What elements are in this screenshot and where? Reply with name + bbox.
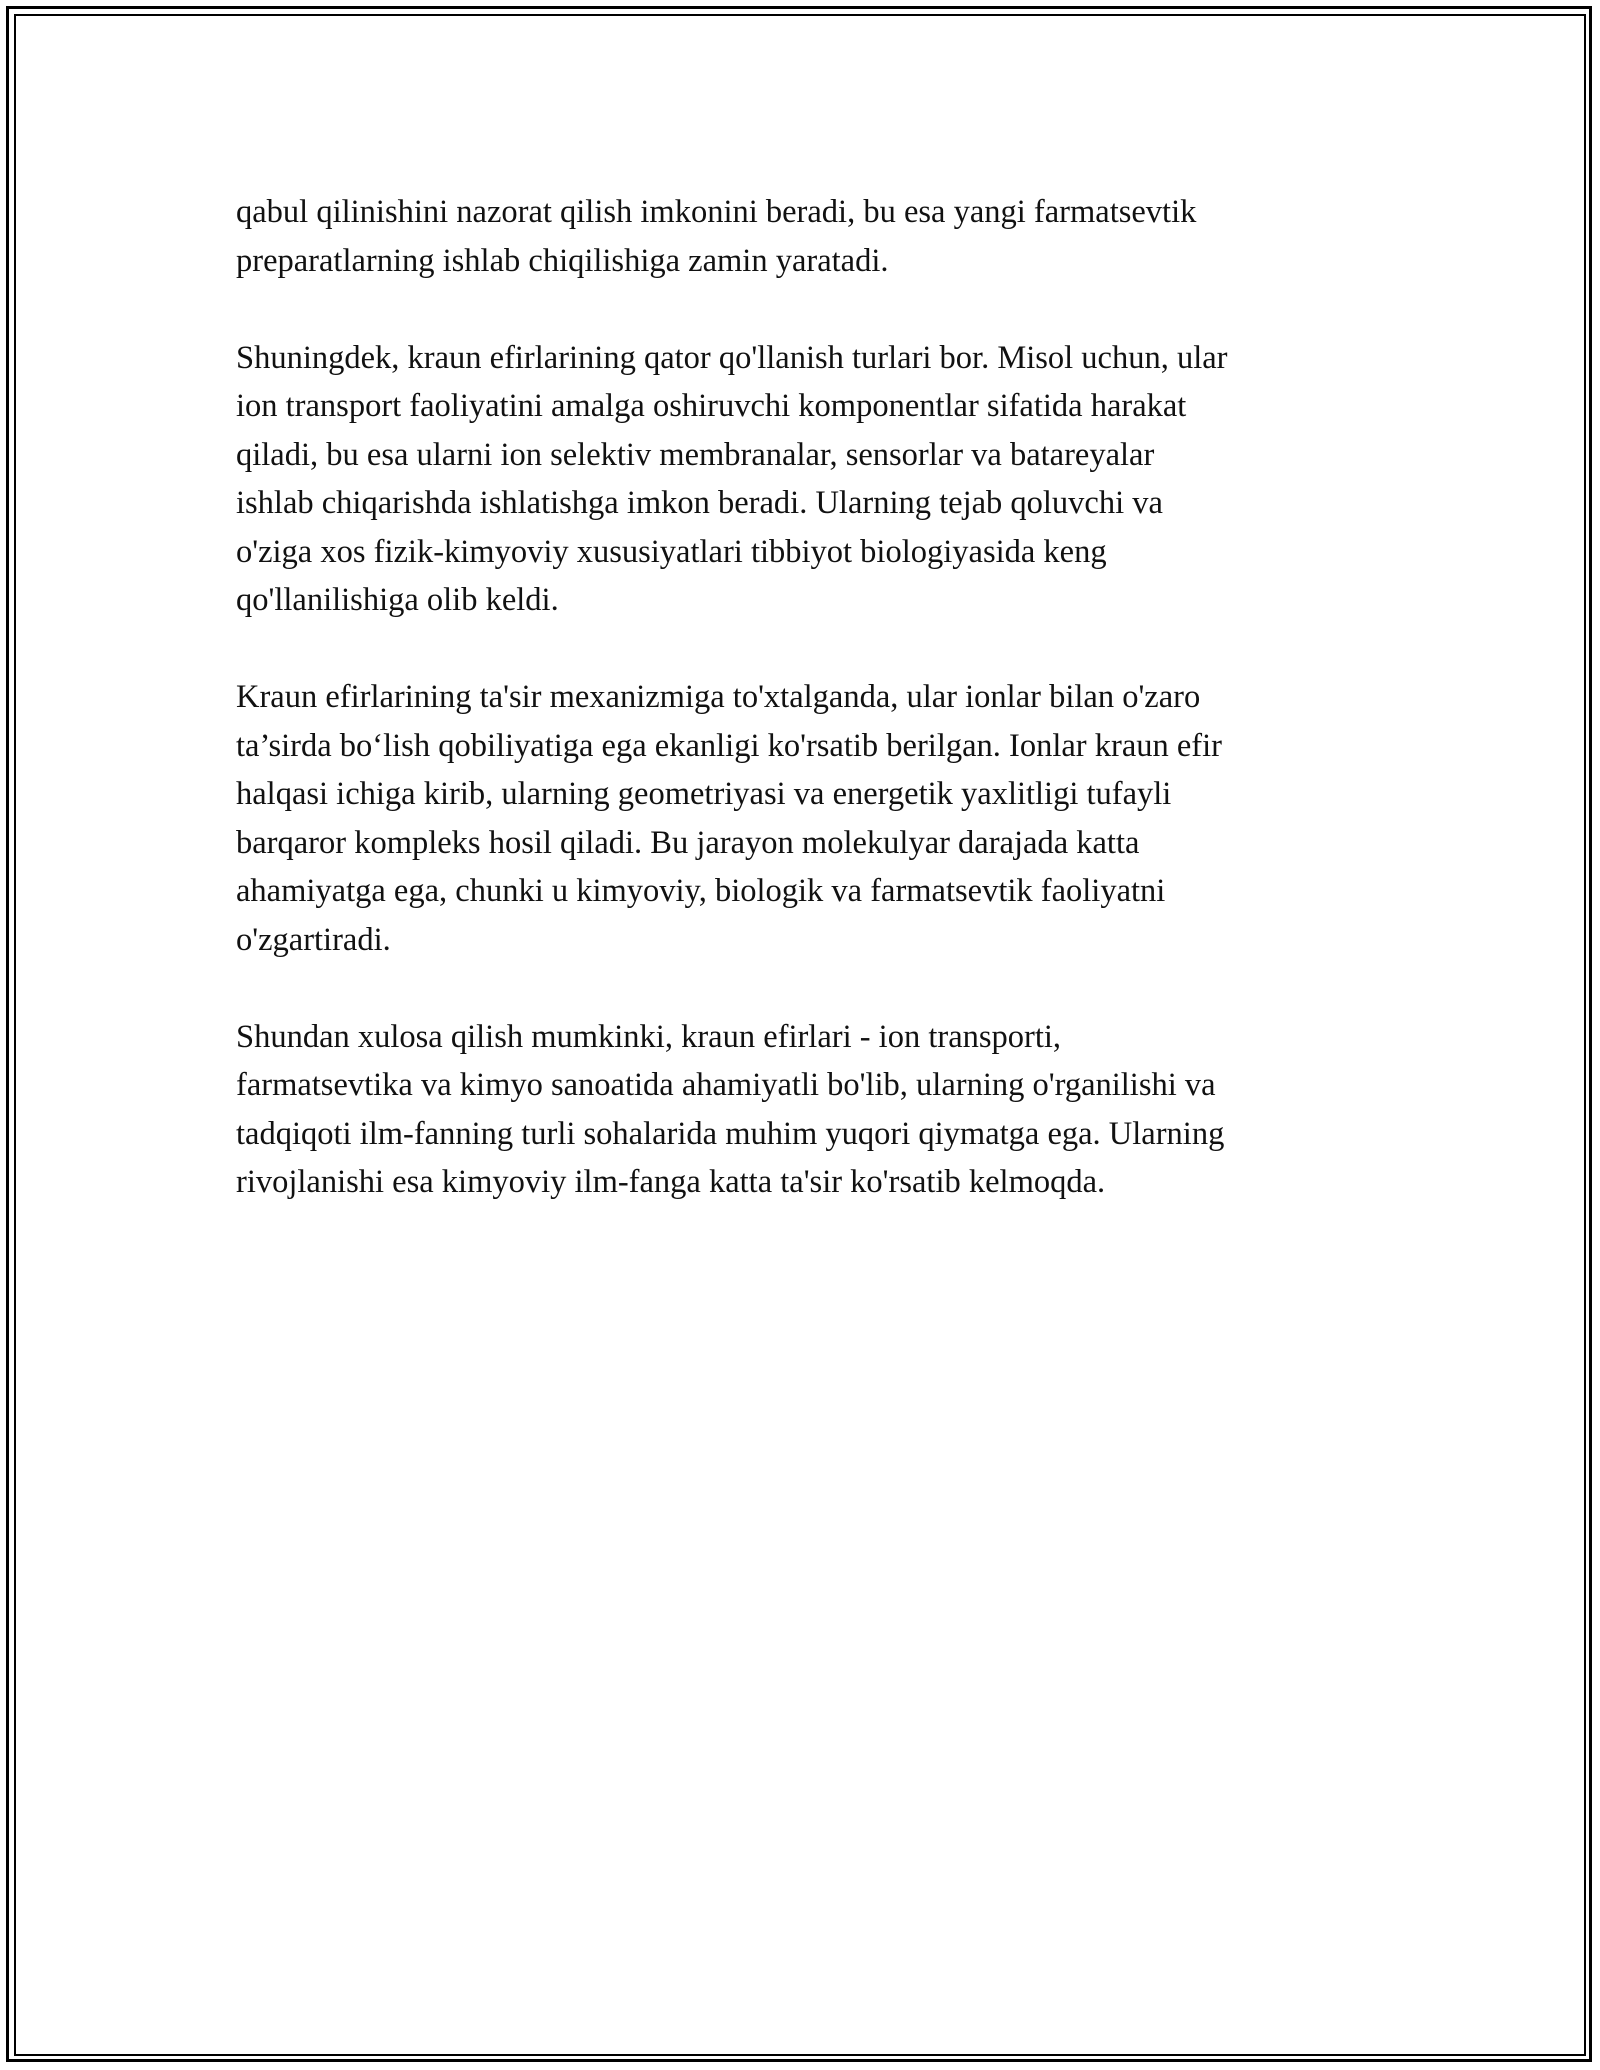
text-line: o'ziga xos fizik-kimyoviy xususiyatlari tibbiyot biologiyasida keng <box>236 533 1107 570</box>
text-line: ahamiyatga ega, chunki u kimyoviy, biologik va farmatsevtik faoliyatni <box>236 873 1166 909</box>
text-line: Kraun efirlarining ta'sir mexanizmiga to'xtalganda, ular ionlar bilan o'zaro <box>236 679 1201 715</box>
text-line: Shuningdek, kraun efirlarining qator qo'llanish turlari bor. Misol uchun, ular <box>236 339 1228 376</box>
paragraph-2 <box>236 334 1366 625</box>
text-line: qo'llanilishiga olib keldi. <box>236 582 559 618</box>
text-line: farmatsevtika va kimyo sanoatida ahamiyatli bo'lib, ularning o'rganilishi va <box>236 1067 1216 1103</box>
text-line: qiladi, bu esa ularni ion selektiv membranalar, sensorlar va batareyalar <box>236 436 1155 473</box>
text-line: tadqiqoti ilm-fanning turli sohalarida muhim yuqori qiymatga ega. Ularning <box>236 1115 1225 1152</box>
text-line: barqaror kompleks hosil qiladi. Bu jarayon molekulyar darajada katta <box>236 824 1140 861</box>
paragraph-1 <box>236 188 1366 285</box>
text-line: ishlab chiqarishda ishlatishga imkon beradi. Ularning tejab qoluvchi va <box>236 485 1163 521</box>
document-body <box>236 188 1366 1255</box>
text-line: o'zgartiradi. <box>236 921 391 958</box>
text-line: preparatlarning ishlab chiqilishiga zamin yaratadi. <box>236 242 889 279</box>
text-line: rivojlanishi esa kimyoviy ilm-fanga katta ta'sir ko'rsatib kelmoqda. <box>236 1164 1106 1200</box>
text-line: ion transport faoliyatini amalga oshiruvchi komponentlar sifatida harakat <box>236 388 1187 424</box>
text-line: ta’sirda bo‘lish qobiliyatiga ega ekanligi ko'rsatib berilgan. Ionlar kraun efir <box>236 727 1222 764</box>
text-line: halqasi ichiga kirib, ularning geometriyasi va energetik yaxlitligi tufayli <box>236 776 1172 812</box>
text-line: Shundan xulosa qilish mumkinki, kraun efirlari - ion transporti, <box>236 1018 1062 1055</box>
text-line: qabul qilinishini nazorat qilish imkonini beradi, bu esa yangi farmatsevtik <box>236 194 1197 230</box>
paragraph-4 <box>236 1013 1366 1207</box>
paragraph-3 <box>236 673 1366 964</box>
